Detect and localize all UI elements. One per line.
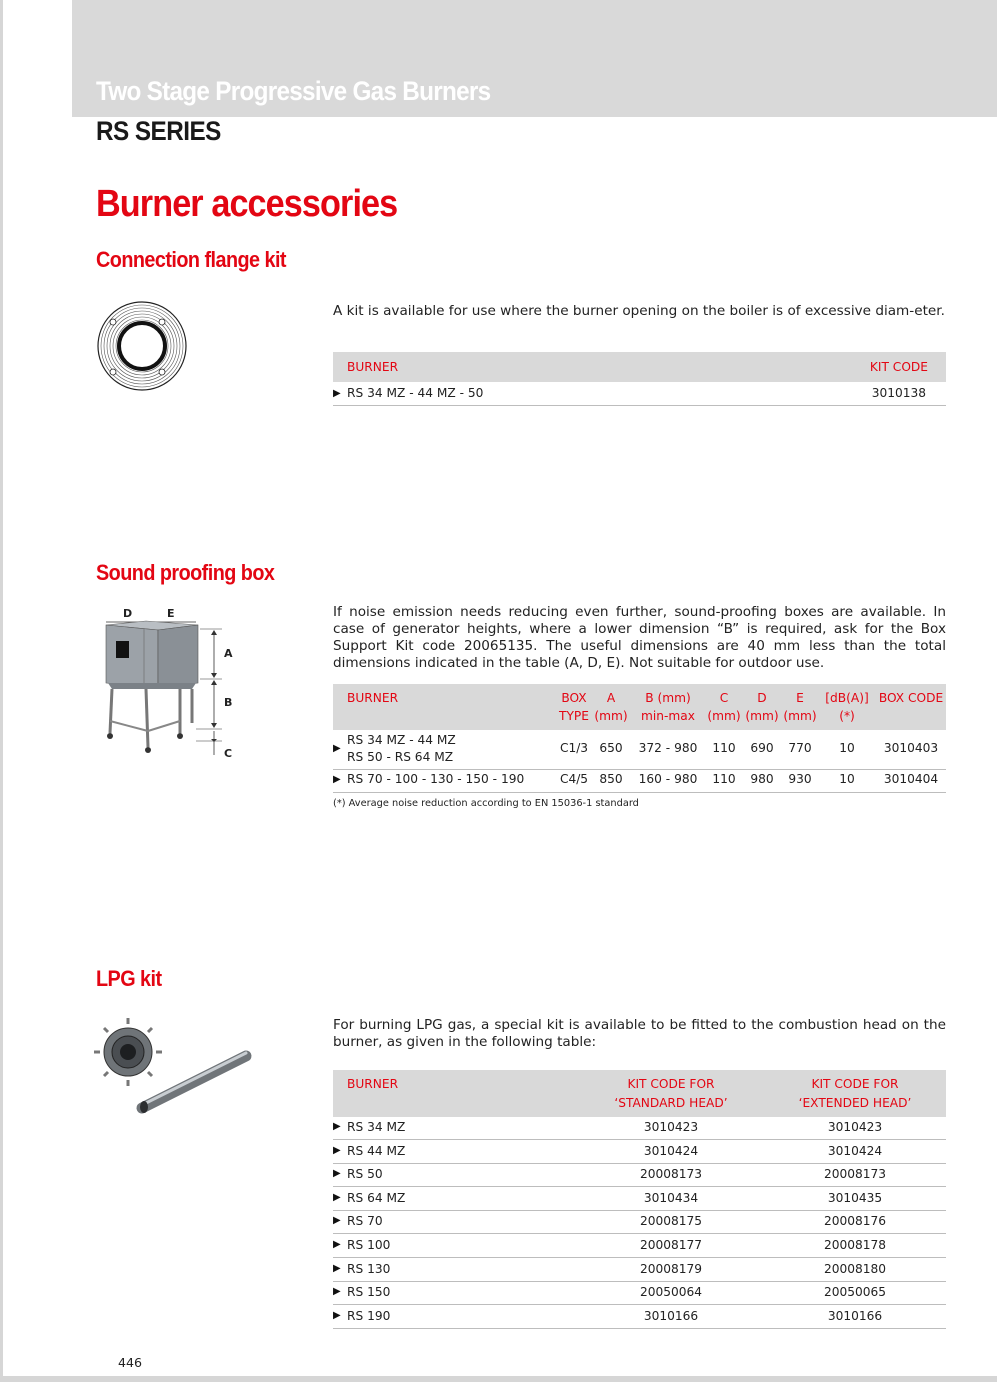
table-cell-burner: RS 50 — [347, 1167, 383, 1182]
page-edge-bottom — [0, 1376, 997, 1382]
table-cell-burner: RS 70 - 100 - 130 - 150 - 190 — [347, 772, 525, 786]
table-cell-burner: RS 44 MZ — [347, 1143, 406, 1158]
column-header-c-unit: (mm) — [707, 709, 741, 723]
table-cell-burner: RS 130 — [347, 1261, 391, 1276]
table-cell-box-code: 3010403 — [883, 741, 939, 755]
table-cell-standard-head: 3010434 — [643, 1190, 699, 1205]
column-header-a: A — [606, 691, 616, 705]
page-number: 446 — [118, 1355, 143, 1370]
row-arrow-icon: ▶ — [333, 1168, 341, 1180]
column-header-e-unit: (mm) — [783, 709, 817, 723]
table-cell-noise: 10 — [839, 772, 855, 786]
row-divider — [333, 1186, 946, 1187]
row-arrow-icon: ▶ — [333, 1309, 341, 1321]
table-cell-e: 770 — [788, 741, 812, 755]
table-cell-e: 930 — [788, 772, 812, 786]
column-header-noise-note: (*) — [839, 709, 855, 723]
table-cell-standard-head: 20008177 — [639, 1238, 703, 1252]
row-arrow-icon: ▶ — [333, 1262, 341, 1274]
table-cell-extended-head: 20008180 — [823, 1261, 887, 1276]
column-header-burner: BURNER — [347, 360, 399, 374]
table-cell-extended-head: 20008178 — [823, 1238, 887, 1252]
row-divider — [333, 1210, 946, 1211]
soundbox-diagram — [96, 603, 246, 763]
row-divider — [333, 792, 946, 793]
table-cell-c: 110 — [712, 741, 736, 755]
table-cell-standard-head: 20050064 — [639, 1285, 703, 1300]
row-divider — [333, 1233, 946, 1234]
row-divider — [333, 1328, 946, 1329]
column-header-burner: BURNER — [347, 691, 399, 705]
row-arrow-icon: ▶ — [333, 1286, 341, 1298]
table-cell-extended-head: 20050065 — [823, 1285, 887, 1300]
row-divider — [333, 1139, 946, 1140]
table-cell-burner-line2: RS 50 - RS 64 MZ — [347, 750, 454, 764]
row-arrow-icon: ▶ — [333, 388, 341, 399]
table-cell-standard-head: 20008173 — [639, 1167, 703, 1182]
table-cell-box-code: 3010404 — [883, 772, 939, 786]
column-header-standard-head-sub: ‘STANDARD HEAD’ — [614, 1096, 728, 1110]
table-cell-extended-head: 3010424 — [827, 1143, 883, 1158]
row-arrow-icon: ▶ — [333, 1144, 341, 1156]
row-arrow-icon: ▶ — [333, 1191, 341, 1203]
soundbox-section-title: Sound proofing box — [96, 560, 275, 585]
table-cell-standard-head: 20008175 — [639, 1214, 703, 1229]
column-header-noise: [dB(A)] — [825, 691, 869, 705]
table-cell-burner: RS 70 — [347, 1214, 383, 1229]
table-cell-burner: RS 34 MZ - 44 MZ - 50 — [347, 386, 484, 400]
table-cell-d: 980 — [750, 772, 774, 786]
soundbox-description: If noise emission needs reducing even further, sound-proofing boxes are available. In case of generator heights, where a lower dimension “B” is required, ask for the Box Support Kit code 20065135. The useful dimensions are 40 mm less than the total dimensions indicated in the table (A, D, E). Not suitable for outdoor use. — [333, 604, 946, 671]
column-header-standard-head: KIT CODE FOR — [627, 1077, 715, 1091]
table-cell-burner: RS 190 — [347, 1308, 391, 1323]
soundbox-footnote: (*) Average noise reduction according to EN 15036-1 standard — [333, 798, 639, 809]
row-arrow-icon: ▶ — [333, 1121, 341, 1132]
table-cell-extended-head: 3010435 — [827, 1190, 883, 1205]
table-cell-standard-head: 3010424 — [643, 1143, 699, 1158]
header-title: Two Stage Progressive Gas Burners — [96, 76, 491, 106]
column-header-a-unit: (mm) — [594, 709, 628, 723]
dimension-e-label: E — [167, 607, 175, 620]
page-edge — [0, 0, 3, 1382]
table-cell-d: 690 — [750, 741, 774, 755]
row-arrow-icon: ▶ — [333, 743, 341, 754]
column-header-b-unit: min-max — [641, 709, 695, 723]
table-cell-burner: RS 34 MZ - 44 MZ — [347, 733, 456, 747]
table-cell-burner: RS 64 MZ — [347, 1190, 406, 1205]
column-header-e: E — [796, 691, 804, 705]
table-cell-standard-head: 3010166 — [643, 1308, 699, 1323]
dimension-a-label: A — [224, 647, 233, 660]
row-divider — [333, 1163, 946, 1164]
row-divider — [333, 1304, 946, 1305]
table-cell-box-type: C4/5 — [559, 772, 589, 786]
column-header-box-code: BOX CODE — [878, 691, 944, 705]
lpg-kit-image — [96, 1018, 256, 1114]
column-header-box-type: BOX — [561, 691, 587, 705]
table-header — [333, 352, 946, 382]
row-arrow-icon: ▶ — [333, 774, 341, 785]
row-arrow-icon: ▶ — [333, 1239, 341, 1250]
table-cell-a: 850 — [599, 772, 623, 786]
table-cell-b: 372 - 980 — [638, 741, 698, 755]
column-header-d: D — [757, 691, 767, 705]
column-header-kit-code: KIT CODE — [869, 360, 928, 374]
table-cell-standard-head: 20008179 — [639, 1261, 703, 1276]
table-cell-a: 650 — [599, 741, 623, 755]
column-header-extended-head: KIT CODE FOR — [811, 1077, 899, 1091]
table-cell-extended-head: 3010166 — [827, 1308, 883, 1323]
dimension-b-label: B — [224, 696, 233, 709]
lpg-section-title: LPG kit — [96, 966, 162, 991]
table-cell-noise: 10 — [839, 741, 855, 755]
table-cell-box-type: C1/3 — [559, 741, 589, 755]
table-cell-burner: RS 100 — [347, 1238, 391, 1252]
column-header-b: B (mm) — [645, 691, 691, 705]
flange-image — [96, 300, 188, 392]
soundbox-table — [333, 684, 946, 794]
column-header-extended-head-sub: ‘EXTENDED HEAD’ — [798, 1096, 912, 1110]
table-cell-extended-head: 20008176 — [823, 1214, 887, 1229]
lpg-description: For burning LPG gas, a special kit is available to be fitted to the combustion head on the burner, as given in the following table: — [333, 1017, 946, 1050]
dimension-d-label: D — [123, 607, 133, 620]
table-cell-kit-code: 3010138 — [871, 386, 926, 400]
dimension-c-label: C — [224, 747, 233, 760]
table-cell-c: 110 — [712, 772, 736, 786]
column-header-box-type-sub: TYPE — [559, 709, 589, 723]
page-title: Burner accessories — [96, 183, 398, 225]
table-cell-burner: RS 34 MZ — [347, 1120, 406, 1134]
column-header-d-unit: (mm) — [745, 709, 779, 723]
row-divider — [333, 405, 946, 406]
table-cell-b: 160 - 980 — [638, 772, 698, 786]
flange-description: A kit is available for use where the burner opening on the boiler is of excessive diam-eter. — [333, 303, 945, 319]
row-divider — [333, 1281, 946, 1282]
table-cell-extended-head: 3010423 — [827, 1120, 883, 1134]
table-cell-extended-head: 20008173 — [823, 1167, 887, 1182]
row-divider — [333, 1257, 946, 1258]
column-header-c: C — [719, 691, 729, 705]
table-cell-burner: RS 150 — [347, 1285, 391, 1300]
row-divider — [333, 769, 946, 770]
table-cell-standard-head: 3010423 — [643, 1120, 699, 1134]
flange-section-title: Connection flange kit — [96, 247, 286, 272]
column-header-burner: BURNER — [347, 1077, 399, 1091]
series-title: RS SERIES — [96, 116, 221, 146]
lpg-table — [333, 1070, 946, 1330]
row-arrow-icon: ▶ — [333, 1215, 341, 1227]
flange-table — [333, 352, 946, 406]
